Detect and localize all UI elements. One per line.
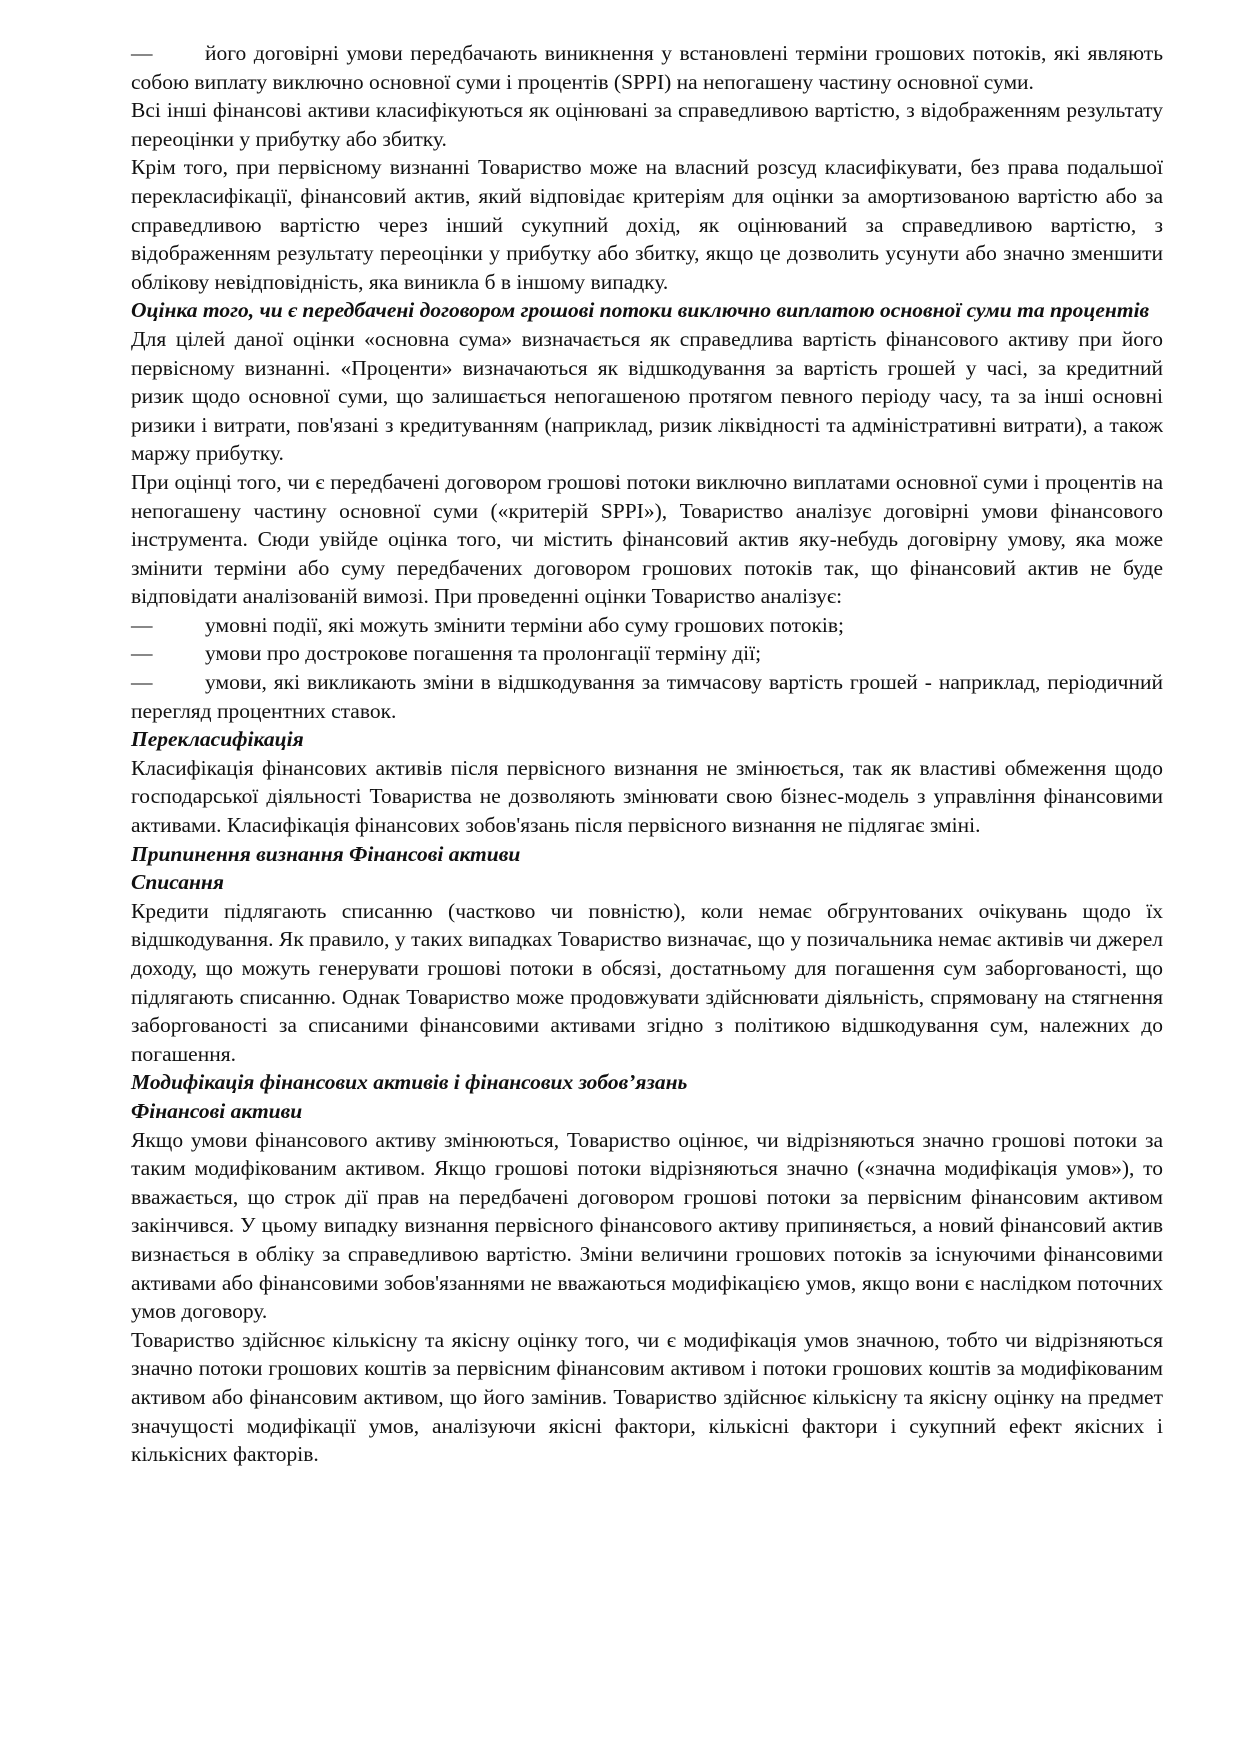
heading-sppi-assessment: Оцінка того, чи є передбачені договором грошові потоки виключно виплатою основної суми та процентів (131, 298, 1150, 323)
paragraph-quantitative-assessment: Товариство здійснює кількісну та якісну оцінку того, чи є модифікація умов значною, тобто чи відрізняються значно потоки грошових коштів за первісним фінансовим активом і потоки грошових коштів за модифікованим активом або фінансовим активом, що його замінив. Товариство здійснює кількісну та якісну оцінку на предмет значущості модифікації умов, аналізуючи якісні фактори, кількісні фактори і сукупний ефект якісних і кількісних факторів. (131, 1327, 1163, 1467)
heading-modification: Модифікація фінансових активів і фінансових зобов’язань (131, 1070, 688, 1095)
bullet-text: умови про дострокове погашення та пролонгації терміну дії; (205, 641, 762, 666)
bullet-item-sppi (131, 39, 1163, 96)
bullet-item-prepayment (131, 639, 1163, 668)
heading-financial-assets: Фінансові активи (131, 1098, 303, 1123)
dash-marker: — (131, 612, 153, 637)
bullet-text: умовні події, які можуть змінити терміни або суму грошових потоків; (205, 612, 845, 637)
paragraph-reclassification: Класифікація фінансових активів після первісного визнання не змінюється, так як властиві обмеження щодо господарської діяльності Товариства не дозволяють змінювати свою бізнес-модель з управління фінансовими активами. Класифікація фінансових зобов'язань після первісного визнання не підлягає зміні. (131, 755, 1163, 838)
bullet-text: його договірні умови передбачають виникнення у встановлені терміни грошових потоків, які являють собою виплату виключно основної суми і процентів (SPPI) на непогашену частину основної суми. (131, 41, 1163, 94)
paragraph-principal-interest: Для цілей даної оцінки «основна сума» визначається як справедлива вартість фінансового активу при його первісному визнанні. «Проценти» визначаються як відшкодування за вартість грошей у часі, за кредитний ризик щодо основної суми, що залишається непогашеною протягом певного періоду часу, та за інші основні ризики і витрати, пов'язані з кредитуванням (наприклад, ризик ліквідності та адміністративні витрати), а також маржу прибутку. (131, 326, 1163, 466)
paragraph-designation: Крім того, при первісному визнанні Товариство може на власний розсуд класифікувати, без права подальшої перекласифікації, фінансовий актив, який відповідає критеріям для оцінки за амортизованою вартістю або за справедливою вартістю через інший сукупний дохід, як оцінюваний за справедливою вартістю, з відображенням результату переоцінки у прибутку або збитку, якщо це дозволить усунути або значно зменшити облікову невідповідність, яка виникла б в іншому випадку. (131, 155, 1163, 294)
dash-marker: — (131, 670, 153, 695)
bullet-text: умови, які викликають зміни в відшкодування за тимчасову вартість грошей - наприклад, періодичний перегляд процентних ставок. (131, 670, 1163, 723)
bullet-item-time-value (131, 668, 1163, 725)
heading-derecognition: Припинення визнання Фінансові активи (131, 841, 521, 866)
paragraph-sppi-criteria: При оцінці того, чи є передбачені договором грошові потоки виключно виплатами основної суми і процентів на непогашену частину основної суми («критерій SPPI»), Товариство аналізує договірні умови фінансового інструмента. Сюди увійде оцінка того, чи містить фінансовий актив яку-небудь договірну умову, яка може змінити терміни або суму передбачених договором грошових потоків так, що фінансовий актив не буде відповідати аналізованій вимозі. При проведенні оцінки Товариство аналізує: (131, 469, 1163, 609)
paragraph-modification: Якщо умови фінансового активу змінюються, Товариство оцінює, чи відрізняються значно грошові потоки за таким модифікованим активом. Якщо грошові потоки відрізняються значно («значна модифікація умов»), то вважається, що строк дії прав на передбачені договором грошові потоки за первісним фінансовим активом закінчився. У цьому випадку визнання первісного фінансового активу припиняється, а новий фінансовий актив визнається в обліку за справедливою вартістю. Зміни величини грошових потоків за існуючими фінансовими активами або фінансовими зобов'язаннями не вважаються модифікацією умов, якщо вони є наслідком поточних умов договору. (131, 1127, 1163, 1324)
heading-reclassification: Перекласифікація (131, 727, 304, 752)
paragraph-write-off: Кредити підлягають списанню (частково чи повністю), коли немає обгрунтованих очікувань щодо їх відшкодування. Як правило, у таких випадках Товариство визначає, що у позичальника немає активів чи джерел доходу, що можуть генерувати грошові потоки в обсязі, достатньому для погашення сум заборгованості, що підлягають списанню. Однак Товариство може продовжувати здійснювати діяльність, спрямовану на стягнення заборгованості за списаними фінансовими активами згідно з політикою відшкодування сум, належних до погашення. (131, 898, 1163, 1066)
heading-write-off: Списання (131, 870, 224, 895)
bullet-item-contingent-events (131, 611, 1163, 640)
dash-marker: — (131, 41, 153, 65)
paragraph-fvtpl: Всі інші фінансові активи класифікуються як оцінювані за справедливою вартістю, з відображенням результату переоцінки у прибутку або збитку. (131, 98, 1163, 151)
dash-marker: — (131, 641, 153, 666)
document-page (131, 39, 1163, 1469)
